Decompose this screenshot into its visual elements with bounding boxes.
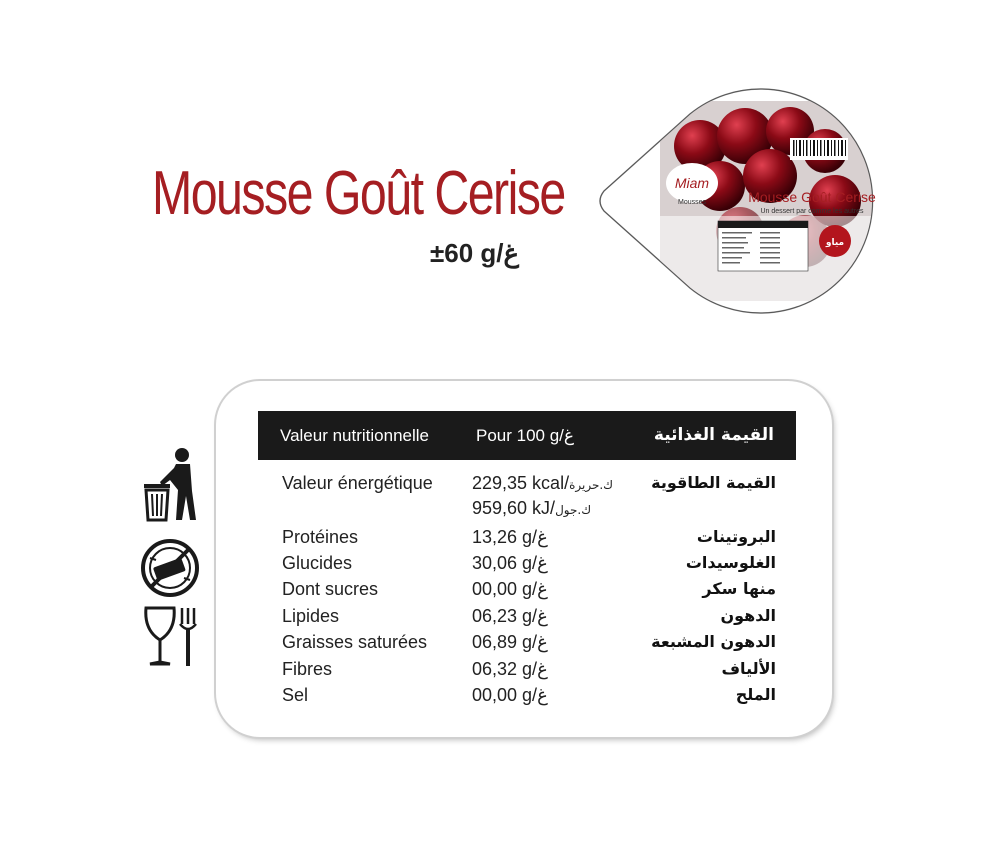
energy-kj-row [282, 498, 776, 524]
no-microwave-icon [140, 538, 200, 598]
product-weight: ±60 g/غ [430, 238, 520, 268]
nutrient-row: Dont sucres 00,00 g/غ منها سكر [282, 579, 776, 599]
header-per: Pour 100 g/غ [476, 426, 575, 445]
nutrition-header [258, 411, 796, 460]
energy-row [282, 473, 776, 499]
nutrient-row: Fibres 06,32 g/غ الألياف [282, 659, 776, 679]
lid-brand: Miam [674, 175, 710, 191]
lid-illustration [590, 76, 890, 326]
lid-brand-sub: Mousses [677, 199, 707, 206]
energy-kj: 959,60 kJ/ك.جول [472, 498, 592, 518]
nutrient-row: Protéines 13,26 g/غ البروتينات [282, 527, 776, 547]
energy-fr: Valeur énergétique [282, 473, 433, 493]
header-fr: Valeur nutritionnelle [280, 426, 429, 445]
lid-title: Mousse Goût Cerise [748, 189, 876, 205]
header-ar: القيمة الغذائية [653, 425, 774, 445]
nutrient-row: Glucides 30,06 g/غ الغلوسيدات [282, 553, 776, 573]
product-title: Mousse Goût Cerise [152, 159, 565, 228]
nutrient-row: Lipides 06,23 g/غ الدهون [282, 606, 776, 626]
energy-ar: القيمة الطاقوية [651, 473, 776, 492]
lid-badge: مياو [825, 238, 845, 248]
energy-kcal: 229,35 kcal/ك.حريرة [472, 473, 614, 493]
food-safe-icon [142, 604, 202, 670]
nutrient-row: Sel 00,00 g/غ الملح [282, 685, 776, 705]
nutrient-row: Graisses saturées 06,89 g/غ الدهون المشبعة [282, 632, 776, 652]
trash-disposal-icon [140, 446, 200, 522]
lid-subtitle: Un dessert par comme les autres [760, 208, 864, 215]
